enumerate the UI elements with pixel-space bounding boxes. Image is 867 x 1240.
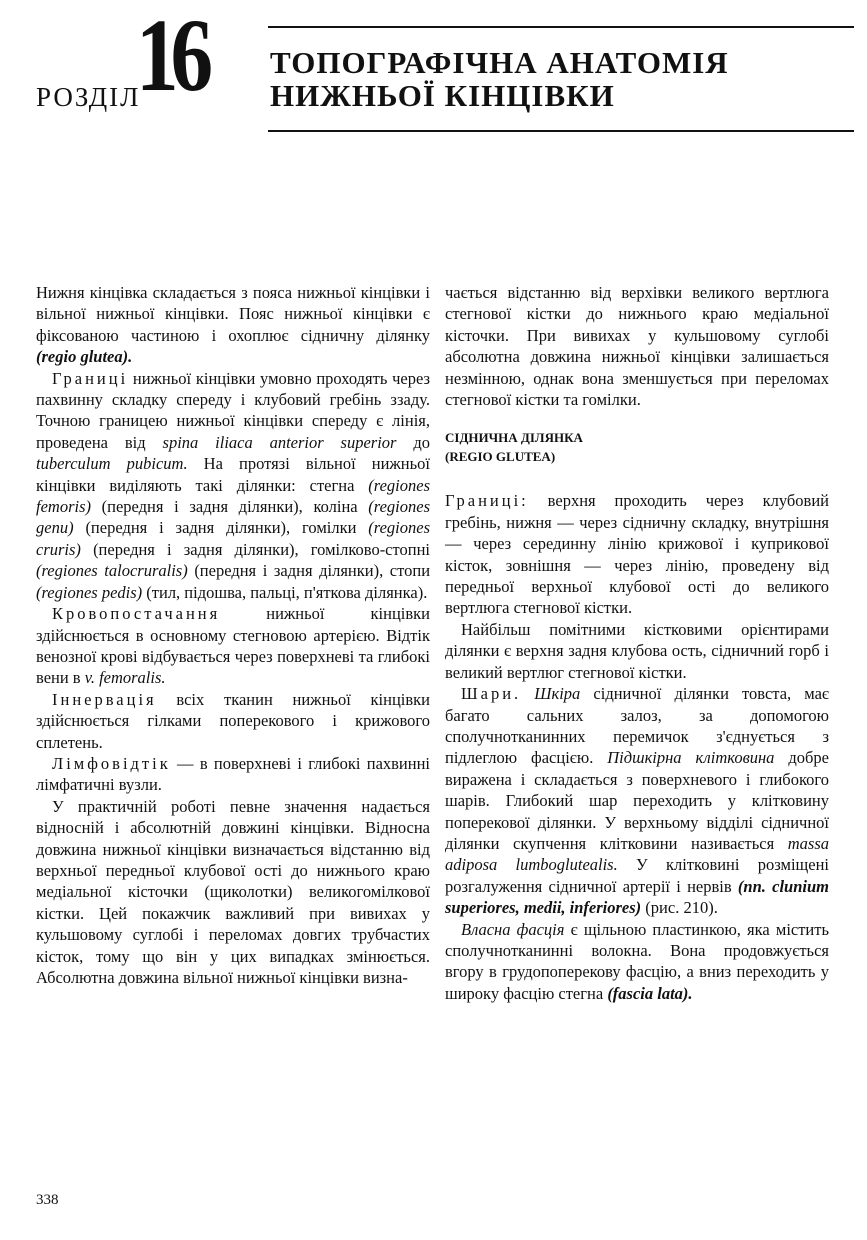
paragraph-text: — в поверхневі і глибокі пахвинні лімфатичні вузли. [36, 753, 431, 795]
paragraph-text: добре виражена і складається з поверхневого і глибокого шарів. Глибокий шар переходить у клітковину поперекової ділянки. У верхньому відділі сідничної ділянки скупчення клітковини називається [445, 748, 829, 853]
latin-term: Власна фасція [461, 919, 565, 939]
paragraph-fascia [445, 919, 829, 1005]
header-rule-top [268, 26, 854, 28]
paragraph-text: (рис. 210). [645, 898, 718, 918]
chapter-number: 16 [136, 0, 205, 113]
paragraph-blood-supply [36, 603, 430, 689]
paragraph-text: (передня і задня ділянки), гомілково-стопні [93, 539, 430, 559]
paragraph-text: (тил, підошва, пальці, п'яткова ділянка). [146, 582, 428, 602]
latin-term: v. femoralis. [84, 668, 166, 688]
paragraph-text: (передня і задня ділянки), стопи [194, 561, 431, 581]
paragraph-lead: Границі [52, 368, 129, 388]
paragraph-gluteal-borders [445, 490, 829, 618]
paragraph-text: нижньої кінцівки здійснюється в основному стегновою артерією. Відтік венозної крові відбувається через поверхневі та глибокі вени в [36, 604, 430, 688]
latin-term: (regio glutea). [36, 347, 133, 367]
latin-term: Шкіра [534, 684, 581, 704]
latin-term: tuberculum pubicum. [36, 454, 188, 474]
latin-term: (regiones talocruralis) [36, 561, 188, 581]
chapter-header [0, 0, 867, 150]
right-column [445, 282, 829, 1004]
paragraph-text: У клітковині розміщені розгалуження сідничної артерії і нервів [445, 855, 829, 896]
chapter-title-line1: ТОПОГРАФІЧНА АНАТОМІЯ [270, 45, 729, 80]
header-rule-bottom [268, 130, 854, 132]
paragraph-text: всіх тканин нижньої кінцівки здійснюється гілками поперекового і крижового сплетень. [36, 689, 431, 752]
paragraph-lead: Кровопостачання [52, 604, 221, 624]
latin-term: (regiones femoris) [36, 475, 430, 517]
paragraph-continued: чається відстанню від верхівки великого вертлюга стегнової кістки до нижнього краю медіальної кісточки. При вивихах у кульшовому суглобі абсолютна довжина нижньої кінцівки залишається незмінною, однак вона зменшується при переломах стегнової кістки та гомілки. [445, 283, 829, 410]
latin-term: (regiones pedis) [36, 582, 143, 602]
chapter-title-line2: НИЖНЬОЇ КІНЦІВКИ [270, 78, 615, 113]
latin-term: (fascia lata). [607, 983, 693, 1003]
paragraph-lymph [36, 753, 430, 796]
paragraph-borders [36, 368, 430, 603]
left-column [36, 282, 430, 988]
latin-term: Підшкірна клітковина [607, 748, 775, 768]
paragraph-text: верхня проходить через клубовий гребінь, нижня — через сідничну складку, внутрішня — через серединну лінію крижової і куприкової кісток, зовнішня — через лінію, проведену від передньої верхньої клубової ості до великого вертлюга стегнової кістки. [445, 491, 829, 618]
paragraph-text: до [413, 432, 431, 452]
paragraph-text: сідничної ділянки товста, має багато сальних залоз, за допомогою сполучнотканинних перемичок з'єднується з підлеглою фасцією. [445, 684, 830, 768]
paragraph-text: (передня і задня ділянки), коліна [101, 497, 358, 517]
paragraph-innervation [36, 689, 430, 753]
latin-term: (regiones cruris) [36, 518, 430, 559]
chapter-label: РОЗДІЛ [36, 82, 141, 112]
paragraph-landmarks: Найбільш помітними кістковими орієнтирами ділянки є верхня задня клубова ость, сідничний горб і великий вертлюг стегнової кістки. [445, 619, 829, 682]
paragraph-lead: Лімфовідтік [52, 753, 171, 773]
section-heading-title: СІДНИЧНА ДІЛЯНКА [445, 430, 583, 446]
paragraph-limb-length: У практичній роботі певне значення надається відносній і абсолютній довжині кінцівки. Відносна довжина нижньої кінцівки визначається відстанню від верхньої передньої клубової ості до нижнього краю медіальної кісточки (щиколотки) великогомілкової кістки. Цей покажчик важливий при вивихах у кульшовому суглобі і переломах довгих трубчастих кісток, тому що він у цих випадках змінюється. Абсолютна довжина вільної нижньої кінцівки визна- [36, 796, 430, 987]
paragraph-lead: Шари. [461, 684, 522, 704]
section-heading-latin: (REGIO GLUTEA) [445, 449, 556, 465]
paragraph-intro [36, 282, 430, 368]
section-heading [445, 428, 829, 466]
paragraph-text: є щільною пластинкою, яка містить сполучнотканинні волокна. Вона продовжується вгору в грудопоперекову фасцію, а вниз переходить у широку фасцію стегна [445, 919, 830, 1003]
paragraph-text: нижньої кінцівки умовно проходять через пахвинну складку спереду і клубовий гребінь ззаду. Точною границею нижньої кінцівки спереду є лінія, проведена від [36, 368, 431, 452]
paragraph-text: Нижня кінцівка складається з пояса нижньої кінцівки і вільної нижньої кінцівки. Пояс нижньої кінцівки є фіксованою частиною і охоплює сідничну ділянку [36, 283, 430, 345]
paragraph-lead: Іннервація [52, 689, 157, 709]
paragraph-text: (передня і задня ділянки), гомілки [85, 518, 357, 538]
paragraph-lead: Границі: [445, 491, 529, 511]
page-number: 338 [36, 1192, 59, 1208]
paragraph-text: На протязі вільної нижньої кінцівки виділяють такі ділянки: стегна [36, 454, 430, 495]
latin-term: (regiones genu) [36, 497, 430, 538]
latin-term: (nn. clunium superiores, medii, inferiores) [445, 876, 829, 918]
latin-term: massa adiposa lumboglutealis. [445, 833, 829, 875]
paragraph-layers [445, 683, 829, 918]
chapter-title [270, 46, 860, 112]
latin-term: spina iliaca anterior superior [162, 432, 397, 452]
